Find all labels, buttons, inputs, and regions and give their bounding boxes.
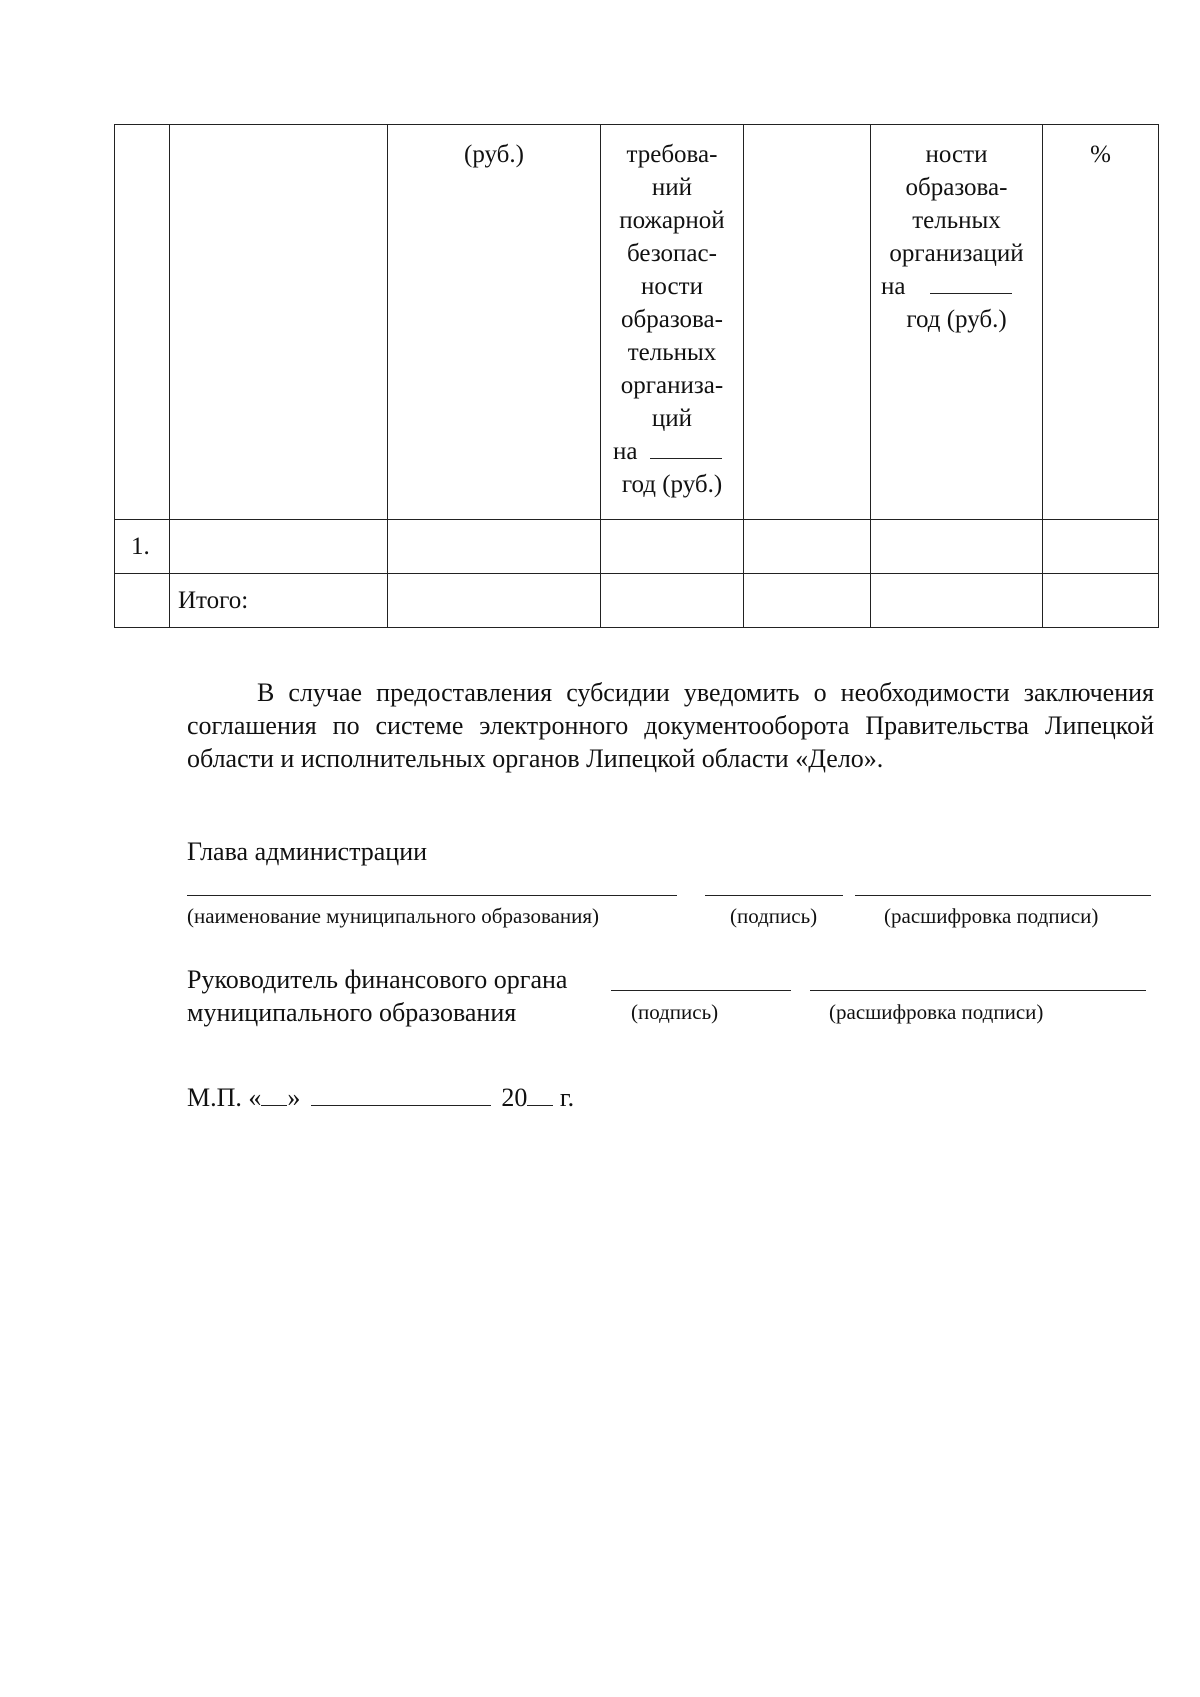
header-text-line: пожарной bbox=[619, 207, 725, 234]
year-prefix: 20 bbox=[501, 1083, 528, 1112]
header-rub-label: (руб.) bbox=[464, 141, 524, 168]
header-na-label: на bbox=[881, 273, 906, 300]
signature-line bbox=[705, 895, 843, 896]
caption-signature: (подпись) bbox=[730, 904, 818, 928]
header-na-label: на bbox=[613, 438, 638, 465]
header-text-line: организа- bbox=[620, 372, 724, 399]
quote-close: » bbox=[287, 1083, 301, 1112]
table-cell bbox=[744, 574, 871, 628]
header-text-line: образова- bbox=[621, 306, 723, 333]
row-label: Итого: bbox=[170, 574, 388, 628]
quote-open: « bbox=[248, 1083, 262, 1112]
fin-signature-line bbox=[611, 990, 791, 991]
table-cell bbox=[388, 574, 601, 628]
header-text-line: ний bbox=[651, 174, 693, 201]
header-text-line: ности bbox=[925, 141, 988, 168]
municipality-name-line bbox=[187, 895, 677, 896]
header-percent-label: % bbox=[1090, 141, 1111, 168]
table-cell bbox=[1043, 520, 1159, 574]
row-number bbox=[115, 574, 170, 628]
notice-paragraph bbox=[187, 676, 1154, 775]
table-cell bbox=[601, 574, 744, 628]
day-blank bbox=[261, 1081, 287, 1106]
header-year-label: год (руб.) bbox=[906, 306, 1007, 333]
table-cell bbox=[744, 520, 871, 574]
header-year-label: год (руб.) bbox=[621, 471, 723, 498]
header-year-blank-line bbox=[601, 435, 743, 468]
header-cell-1 bbox=[115, 125, 170, 520]
table-row bbox=[115, 520, 1159, 574]
year-suffix: г. bbox=[559, 1083, 575, 1112]
header-text-line: тельных bbox=[912, 207, 1001, 234]
header-text-line: ности bbox=[641, 273, 703, 300]
fin-signature-decode-line bbox=[810, 990, 1146, 991]
fin-caption-signature-decode: (расшифровка подписи) bbox=[829, 1000, 1044, 1024]
table-cell bbox=[601, 520, 744, 574]
year-blank bbox=[527, 1081, 553, 1106]
header-cell-5 bbox=[744, 125, 871, 520]
year-blank bbox=[650, 436, 722, 459]
caption-signature-decode: (расшифровка подписи) bbox=[884, 904, 1099, 928]
stamp-label: М.П. bbox=[187, 1083, 242, 1112]
header-cell-6 bbox=[871, 125, 1043, 520]
fin-title-line2: муниципального образования bbox=[187, 998, 517, 1027]
table-total-row bbox=[115, 574, 1159, 628]
subsidy-table bbox=[114, 124, 1159, 628]
header-cell-2 bbox=[170, 125, 388, 520]
header-year-blank-line bbox=[871, 270, 1042, 303]
header-text-line: организаций bbox=[889, 240, 1024, 267]
header-cell-7 bbox=[1043, 125, 1159, 520]
table-cell bbox=[871, 574, 1043, 628]
table-cell bbox=[871, 520, 1043, 574]
header-cell-3 bbox=[388, 125, 601, 520]
header-text-line: ций bbox=[651, 405, 693, 432]
header-text-line: требова- bbox=[626, 141, 718, 168]
fin-title-line1: Руководитель финансового органа bbox=[187, 965, 568, 994]
header-cell-4 bbox=[601, 125, 744, 520]
header-text-line: образова- bbox=[905, 174, 1008, 201]
header-text-line: безопас- bbox=[627, 240, 717, 267]
paragraph-text: В случае предоставления субсидии уведомить о необходимости заключения соглашения по системе электронного документооборота Правительства Липецкой области и исполнительных органов Липецкой области «Дело». bbox=[187, 678, 1154, 773]
stamp-date-line bbox=[187, 1081, 574, 1114]
table-header-row bbox=[115, 125, 1159, 520]
year-blank bbox=[930, 271, 1012, 294]
header-text-line: тельных bbox=[627, 339, 717, 366]
table-cell bbox=[1043, 574, 1159, 628]
row-number: 1. bbox=[115, 520, 170, 574]
fin-caption-signature: (подпись) bbox=[631, 1000, 719, 1024]
head-title: Глава администрации bbox=[187, 837, 428, 866]
caption-municipality-name: (наименование муниципального образования) bbox=[187, 904, 600, 928]
signature-decode-line bbox=[855, 895, 1151, 896]
row-label bbox=[170, 520, 388, 574]
table-cell bbox=[388, 520, 601, 574]
month-blank bbox=[311, 1081, 491, 1106]
